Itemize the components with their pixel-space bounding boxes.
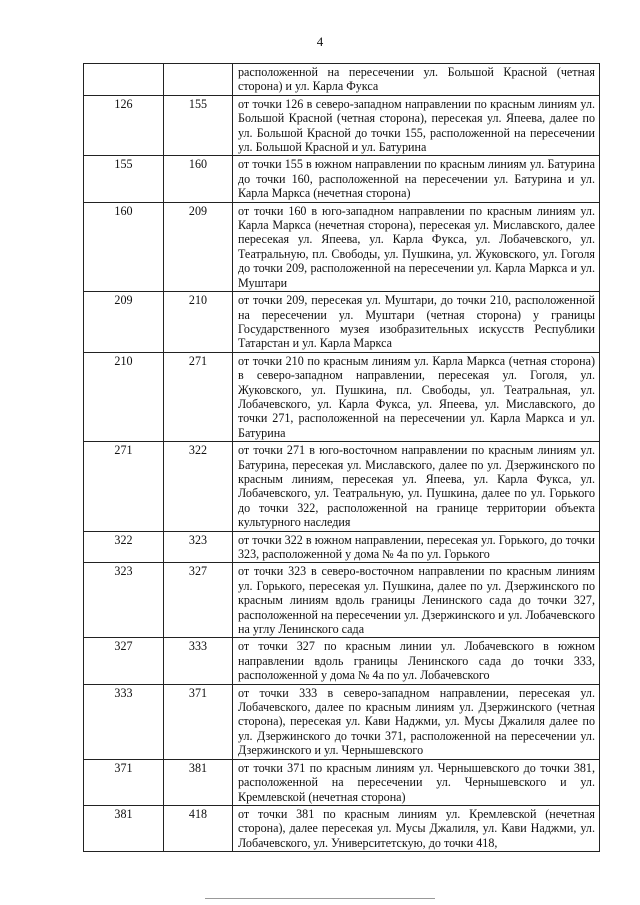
point-from-cell	[84, 64, 164, 96]
point-to-cell: 381	[164, 759, 233, 805]
point-to-cell: 271	[164, 352, 233, 441]
route-description-cell: от точки 209, пересекая ул. Муштари, до точки 210, расположенной на пересечении ул. Муштари (четная сторона) у границы Государственного музея изобразительных искусств Республики Татарстан и ул. Карла Маркса	[233, 292, 600, 353]
route-description-cell: от точки 371 по красным линиям ул. Чернышевского до точки 381, расположенной на пересечении ул. Чернышевского и ул. Кремлевской (нечетная сторона)	[233, 759, 600, 805]
route-description-cell: от точки 381 по красным линиям ул. Кремлевской (нечетная сторона), далее пересекая ул. Мусы Джалиля, ул. Кави Наджми, ул. Лобачевского, ул. Университетскую, до точки 418,	[233, 805, 600, 851]
route-description-cell: от точки 327 по красным линии ул. Лобачевского в южном направлении вдоль границы Ленинского сада до точки 333, расположенной у дома № 4а по ул. Лобачевского	[233, 638, 600, 684]
table-row	[84, 805, 600, 851]
point-to-cell: 210	[164, 292, 233, 353]
point-to-cell: 333	[164, 638, 233, 684]
point-from-cell: 371	[84, 759, 164, 805]
table-row	[84, 684, 600, 759]
route-description-cell: расположенной на пересечении ул. Большой Красной (четная сторона) и ул. Карла Фукса	[233, 64, 600, 96]
point-from-cell: 209	[84, 292, 164, 353]
point-from-cell: 271	[84, 442, 164, 531]
point-to-cell: 371	[164, 684, 233, 759]
point-from-cell: 333	[84, 684, 164, 759]
point-to-cell: 209	[164, 202, 233, 291]
point-from-cell: 381	[84, 805, 164, 851]
point-from-cell: 155	[84, 156, 164, 202]
point-to-cell: 323	[164, 531, 233, 563]
route-description-cell: от точки 160 в юго-западном направлении по красным линиям ул. Карла Маркса (нечетная сторона), пересекая ул. Миславского, далее пересекая ул. Япеева, ул. Карла Фукса, ул. Лобачевского, ул. Театральную, пл. Свободы, ул. Пушкина, ул. Жуковского, ул. Гоголя до точки 209, расположенной на пересечении ул. Карла Маркса и ул. Муштари	[233, 202, 600, 291]
route-description-cell: от точки 322 в южном направлении, пересекая ул. Горького, до точки 323, расположенной у дома № 4а по ул. Горького	[233, 531, 600, 563]
table-row	[84, 531, 600, 563]
point-to-cell: 160	[164, 156, 233, 202]
table-row	[84, 202, 600, 291]
point-to-cell: 155	[164, 95, 233, 156]
point-to-cell: 418	[164, 805, 233, 851]
table-row	[84, 156, 600, 202]
table-row	[84, 352, 600, 441]
route-description-cell: от точки 210 по красным линиям ул. Карла Маркса (четная сторона) в северо-западном направлении, пересекая ул. Гоголя, ул. Жуковского, ул. Пушкина, пл. Свободы, ул. Театральная, ул. Лобачевского, ул. Карла Фукса, ул. Япеева, ул. Миславского, до точки 271, расположенной на пересечении ул. Карла Маркса и ул. Батурина	[233, 352, 600, 441]
route-description-cell: от точки 333 в северо-западном направлении, пересекая ул. Лобачевского, далее по красным линиям ул. Дзержинского (четная сторона), пересекая ул. Кави Наджми, ул. Мусы Джалиля далее по ул. Дзержинского до точки 371, расположенной на пересечении ул. Дзержинского и ул. Чернышевского	[233, 684, 600, 759]
point-from-cell: 126	[84, 95, 164, 156]
point-from-cell: 210	[84, 352, 164, 441]
point-from-cell: 160	[84, 202, 164, 291]
table-row	[84, 638, 600, 684]
route-description-cell: от точки 155 в южном направлении по красным линиям ул. Батурина до точки 160, расположенной на пересечении ул. Батурина и ул. Карла Маркса (нечетная сторона)	[233, 156, 600, 202]
table-row	[84, 64, 600, 96]
point-from-cell: 323	[84, 563, 164, 638]
bottom-divider	[205, 898, 435, 899]
page-number: 4	[316, 34, 324, 49]
table-row	[84, 95, 600, 156]
route-description-cell: от точки 323 в северо-восточном направлении по красным линиям ул. Горького, пересекая ул. Пушкина, далее по ул. Дзержинского по красным линиям вдоль границы Ленинского сада до точки 327, расположенной на пересечении ул. Дзержинского и ул. Лобачевского на углу Ленинского сада	[233, 563, 600, 638]
table-row	[84, 292, 600, 353]
point-from-cell: 327	[84, 638, 164, 684]
point-to-cell: 322	[164, 442, 233, 531]
route-description-cell: от точки 271 в юго-восточном направлении по красным линиям ул. Батурина, пересекая ул. Миславского, далее по ул. Дзержинского по красным линиям, пересекая ул. Япеева, ул. Карла Фукса, ул. Лобачевского, ул. Театральную, ул. Пушкина, далее по ул. Горького до точки 322, расположенной на границе территории объекта культурного наследия	[233, 442, 600, 531]
point-to-cell: 327	[164, 563, 233, 638]
table-row	[84, 442, 600, 531]
boundary-points-table	[83, 63, 600, 852]
point-to-cell	[164, 64, 233, 96]
table-row	[84, 759, 600, 805]
point-from-cell: 322	[84, 531, 164, 563]
route-description-cell: от точки 126 в северо-западном направлении по красным линиям ул. Большой Красной (четная сторона), пересекая ул. Япеева, далее по ул. Большой Красной до точки 155, расположенной на пересечении ул. Большой Красной и ул. Батурина	[233, 95, 600, 156]
table-row	[84, 563, 600, 638]
